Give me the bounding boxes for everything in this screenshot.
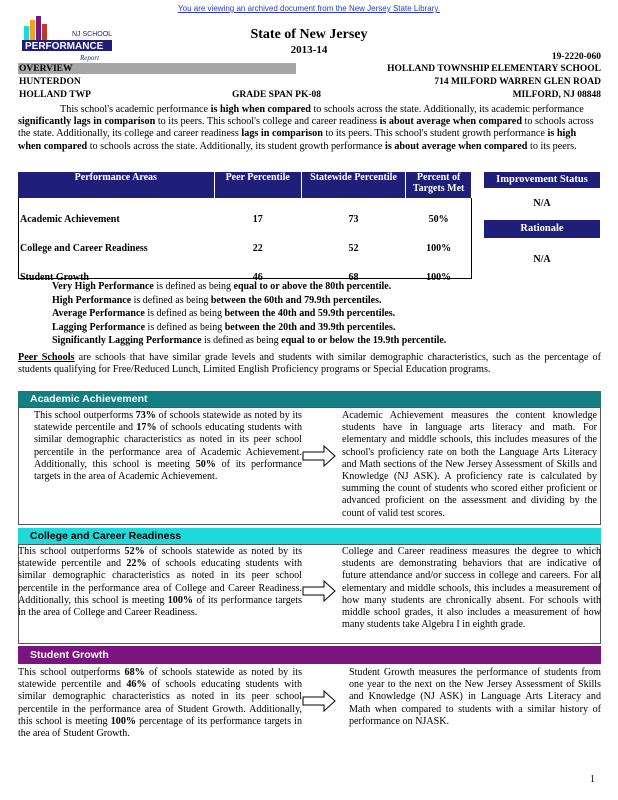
definition-range: between the 40th and 59.9th percentiles. [224, 308, 396, 320]
emphasis-text: 100% [110, 715, 136, 727]
text-run: to its peers. This school's student growth performance [322, 128, 548, 140]
emphasis-text: 46% [126, 679, 147, 691]
text-run: to schools across the state. Additionally, its student growth performance [87, 140, 385, 152]
statewide-percentile: 73 [348, 214, 359, 225]
emphasis-text: 52% [124, 546, 145, 557]
text-run: of schools statewide as noted by its statewide percentile and [18, 546, 302, 570]
svg-text:PERFORMANCE: PERFORMANCE [25, 41, 104, 52]
emphasis-text: is high when compared [210, 104, 311, 115]
header-peer-percentile: Peer Percentile [214, 172, 301, 198]
archive-notice-link[interactable]: You are viewing an archived document from the New Jersey State Library. [178, 4, 440, 13]
definition-line [52, 307, 446, 321]
emphasis-text: significantly lags in comparison [18, 116, 156, 128]
text-run: This school outperforms [34, 410, 136, 421]
area-name: College and Career Readiness [20, 243, 148, 254]
emphasis-text: lags in comparison [241, 128, 323, 140]
school-address: 714 MILFORD WARREN GLEN ROAD [434, 77, 601, 87]
peer-percentile: 46 [252, 272, 263, 283]
text-run: to its peers. This school's college and career readiness [155, 116, 380, 128]
header-statewide-percentile: Statewide Percentile [301, 172, 405, 198]
definition-line [52, 334, 446, 348]
section-college-career-summary [18, 546, 302, 619]
definition-name: Average Performance [52, 308, 145, 320]
definition-name: Lagging Performance [52, 321, 146, 333]
performance-definitions [52, 280, 446, 348]
emphasis-text: 68% [124, 667, 145, 678]
section-academic-achievement-summary [34, 410, 302, 483]
school-code: 19-2220-060 [551, 52, 601, 62]
emphasis-text: 73% [135, 410, 156, 421]
section-student-growth-header: Student Growth [18, 646, 601, 664]
statewide-percentile: 52 [348, 243, 359, 254]
svg-text:Report: Report [80, 54, 100, 62]
definition-name: Very High Performance [52, 281, 154, 292]
peer-schools-term: Peer Schools [18, 352, 75, 363]
improvement-status-header: Improvement Status [484, 172, 600, 188]
section-student-growth-description: Student Growth measures the performance of students from one year to the next on the New Jersey Assessment of Skills and Knowledge (NJ ASK) in Language Arts Literacy and Math when compared to students with a similar history of performance on NJASK. [349, 667, 601, 727]
definition-line [52, 294, 446, 308]
definition-name: High Performance [52, 294, 132, 306]
text-run: This school outperforms [18, 546, 125, 557]
section-academic-achievement-description: Academic Achievement measures the content knowledge students have in language arts literacy and math. For elementary and middle schools, this includes measures of the school's proficiency rate on both the Language Arts Literacy and Math sections of the New Jersey Assessment of Skills and Knowledge (NJ ASK). A proficiency rate is calculated by summing the count of students who scored either proficient or advanced proficient on the assessment and dividing by the count of valid test scores. [342, 410, 597, 519]
statewide-percentile: 68 [348, 272, 359, 283]
page-number: 1 [590, 774, 595, 785]
emphasis-text: is about average when compared [385, 140, 528, 152]
section-student-growth-summary [18, 667, 302, 740]
emphasis-text: is high when compared [18, 128, 577, 152]
targets-met: 100% [426, 243, 452, 254]
school-year: 2013-14 [290, 44, 328, 56]
definition-range: equal to or above the 80th percentile. [233, 281, 392, 292]
definition-line [52, 321, 446, 335]
emphasis-text: 17% [136, 422, 157, 434]
section-college-career-header: College and Career Readiness [18, 528, 601, 544]
performance-table [18, 172, 472, 285]
definition-mid: is defined as being [144, 308, 225, 320]
table-row [18, 227, 472, 256]
right-arrow-icon [302, 445, 336, 467]
peer-percentile: 17 [252, 214, 263, 225]
text-run: to schools across the state. Additionally, its college and career readiness [18, 116, 594, 140]
text-run: of schools statewide as noted by its statewide percentile and [34, 410, 302, 434]
area-name: Student Growth [20, 272, 89, 283]
rationale-value: N/A [533, 254, 551, 265]
school-city: MILFORD, NJ 08848 [512, 90, 601, 100]
rationale-header: Rationale [484, 220, 600, 238]
grade-span: GRADE SPAN PK-08 [232, 90, 322, 100]
definition-mid: is defined as being [153, 281, 234, 292]
peer-schools-paragraph [18, 352, 601, 376]
targets-met: 100% [426, 272, 452, 283]
area-name: Academic Achievement [20, 214, 120, 225]
definition-range: equal to or below the 19.9th percentile. [281, 335, 447, 347]
state-title: State of New Jersey [250, 27, 368, 42]
emphasis-text: 22% [126, 558, 147, 570]
text-run: of schools statewide as noted by its statewide percentile and [18, 667, 302, 691]
school-name: HOLLAND TOWNSHIP ELEMENTARY SCHOOL [387, 64, 601, 74]
county-name: HUNTERDON [19, 77, 81, 87]
text-run: of its performance targets in the area of Academic Achievement. [34, 458, 302, 483]
definition-line [52, 280, 446, 294]
text-run: percentage of its performance targets in the area of Student Growth. [18, 715, 302, 740]
definition-name: Significantly Lagging Performance [52, 335, 202, 347]
text-run: to schools across the state. Additionally, its academic performance [310, 104, 584, 115]
header-performance-areas: Performance Areas [18, 172, 214, 198]
definition-mid: is defined as being [145, 321, 225, 333]
table-row [18, 198, 472, 227]
definition-mid: is defined as being [131, 294, 211, 306]
definition-range: between the 60th and 79.9th percentiles. [210, 294, 382, 306]
emphasis-text: 100% [167, 594, 193, 606]
text-run: of schools educating students with similar demographic characteristics as noted in its peer school percentile in the performance area of Academic Achievement. Additionally, this school is meeting [34, 422, 302, 470]
text-run: of schools educating students with similar demographic characteristics as noted in its peer school percentile in the performance area of Student Growth. Additionally, this school is meeting [18, 679, 302, 727]
text-run: This school outperforms [18, 667, 125, 678]
emphasis-text: is about average when compared [379, 116, 522, 128]
right-arrow-icon [302, 690, 336, 712]
targets-met: 50% [428, 214, 449, 225]
emphasis-text: 50% [195, 458, 216, 470]
text-run: of schools educating students with similar demographic characteristics as noted in its peer school percentile in the performance area of College and Career Readiness. Additionally, this school is meeting [18, 558, 302, 606]
district-name: HOLLAND TWP [19, 90, 91, 100]
text-run: of its performance targets in the area of College and Career Readiness. [18, 594, 302, 619]
text-run: This school's academic performance [60, 104, 211, 115]
overview-label: OVERVIEW [19, 64, 73, 74]
peer-percentile: 22 [252, 243, 263, 254]
definition-range: between the 20th and 39.9th percentiles. [224, 321, 396, 333]
section-academic-achievement-header: Academic Achievement [18, 391, 601, 407]
definition-mid: is defined as being [201, 335, 282, 347]
improvement-status-value: N/A [533, 198, 551, 209]
summary-paragraph [18, 104, 601, 153]
peer-schools-text: are schools that have similar grade levels and students with similar demographic characteristics, such as the percentage of students qualifying for Free/Reduced Lunch, Limited English Proficiency programs or Special Education programs. [18, 352, 601, 376]
right-arrow-icon [302, 580, 336, 602]
svg-text:NJ SCHOOL: NJ SCHOOL [72, 31, 113, 38]
text-run: to its peers. [527, 140, 577, 152]
section-college-career-description: College and Career readiness measures the degree to which students are demonstrating behaviors that are indicative of future attendance and/or success in college and careers. For all elementary and middle schools, this includes a measurement of how many students are chronically absent. For schools with middle school grades, it also includes a measurement of how many students take Algebra I in eighth grade. [342, 546, 601, 631]
header-targets-met: Percent of Targets Met [406, 172, 472, 198]
